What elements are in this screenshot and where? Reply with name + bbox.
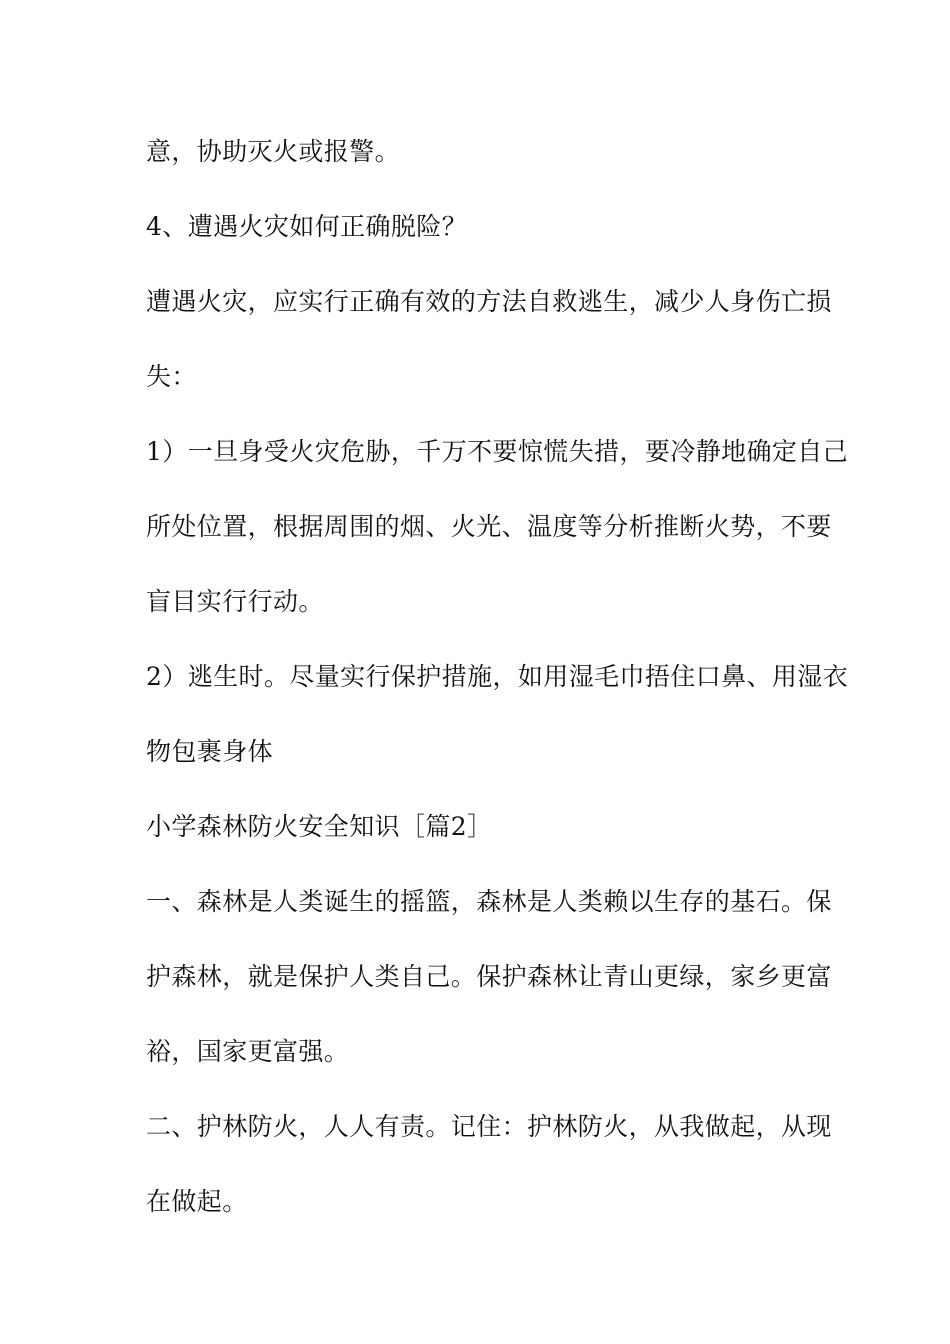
text-line: 裕，国家更富强。 (146, 1037, 350, 1066)
article-title: 小学森林防火安全知识［篇2］ (146, 812, 493, 841)
text-line: 所处位置，根据周围的烟、火光、温度等分析推断火势，不要 (146, 512, 832, 541)
text-line: 遭遇火灾，应实行正确有效的方法自救逃生，减少人身伤亡损 (146, 287, 832, 316)
text-line: 1）一旦身受火灾危胁，千万不要惊慌失措，要冷静地确定自己 (146, 437, 849, 466)
text-line: 在做起。 (146, 1187, 248, 1216)
text-line: 盲目实行行动。 (146, 587, 324, 616)
section-heading: 4、遭遇火灾如何正确脱险？ (146, 212, 468, 241)
document-body (146, 133, 849, 1258)
text-line: 2）逃生时。尽量实行保护措施，如用湿毛巾捂住口鼻、用湿衣 (146, 662, 849, 691)
text-line: 物包裹身体 (146, 737, 274, 766)
text-line: 意，协助灭火或报警。 (146, 137, 401, 166)
text-line: 失： (146, 362, 197, 391)
text-line: 二、护林防火，人人有责。记住：护林防火，从我做起，从现 (146, 1112, 832, 1141)
text-line: 一、森林是人类诞生的摇篮，森林是人类赖以生存的基石。保 (146, 887, 832, 916)
text-line: 护森林，就是保护人类自己。保护森林让青山更绿，家乡更富 (146, 962, 832, 991)
